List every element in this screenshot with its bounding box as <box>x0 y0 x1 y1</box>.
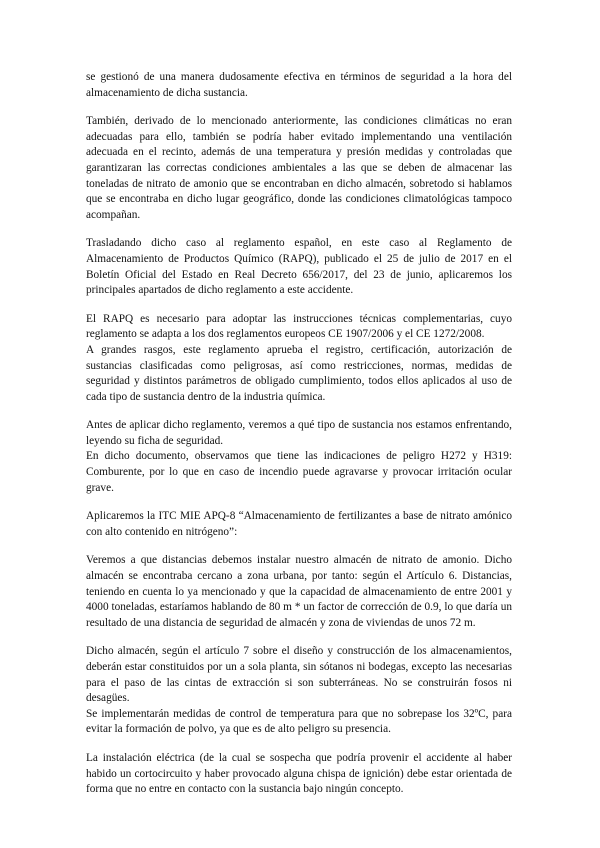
paragraph-storage-management <box>86 70 512 101</box>
paragraph-line: También, derivado de lo mencionado anteriormente, las condiciones climáticas no eran adecuadas para ello, también se podría haber evitado implementando una ventilación adecuada en el recinto, además de una temperatura y presión medidas y controladas que garantizaran las correctas condiciones ambientales a las que se deben de almacenar las toneladas de nitrato de amonio que se encontraban en dicho almacén, sobretodo si hablamos que se encontraba en dicho lugar geográfico, donde las condiciones climatológicas tampoco acompañan. <box>86 115 512 221</box>
paragraph-design-construction <box>86 644 512 738</box>
paragraph-itc-apq8 <box>86 509 512 540</box>
paragraph-line: Veremos a que distancias debemos instalar nuestro almacén de nitrato de amonio. Dicho almacén se encontraba cercano a zona urbana, por tanto: según el Artículo 6. Distancias, teniendo en cuenta lo ya mencionado y que la capacidad de almacenamiento de entre 2001 y 4000 toneladas, estaríamos hablando de 80 m * un factor de corrección de 0.9, lo que daría un resultado de una distancia de seguridad de almacén y zona de viviendas de unos 72 m. <box>86 554 512 629</box>
paragraph-electrical-installation <box>86 751 512 798</box>
paragraph-line: En dicho documento, observamos que tiene las indicaciones de peligro H272 y H319: Comburente, por lo que en caso de incendio puede agravarse y provocar irritación ocular grave. <box>86 450 512 494</box>
paragraph-rapq-purpose <box>86 312 512 406</box>
paragraph-line: se gestionó de una manera dudosamente efectiva en términos de seguridad a la hora del almacenamiento de dicha sustancia. <box>86 71 512 99</box>
paragraph-line: A grandes rasgos, este reglamento aprueba el registro, certificación, autorización de sustancias clasificadas como peligrosas, así como restricciones, normas, medidas de seguridad y distintos parámetros de obligado cumplimiento, todos ellos aplicados al uso de cada tipo de sustancia dentro de la industria química. <box>86 343 512 403</box>
paragraph-line: Trasladando dicho caso al reglamento español, en este caso al Reglamento de Almacenamiento de Productos Químico (RAPQ), publicado el 25 de julio de 2017 en el Boletín Oficial del Estado en Real Decreto 656/2017, del 23 de junio, aplicaremos los principales apartados de dicho reglamento a este accidente. <box>86 237 512 297</box>
paragraph-distances <box>86 553 512 631</box>
paragraph-line: Antes de aplicar dicho reglamento, veremos a qué tipo de sustancia nos estamos enfrentando, leyendo su ficha de seguridad. <box>86 419 512 447</box>
paragraph-rapq-intro <box>86 236 512 298</box>
paragraph-line: El RAPQ es necesario para adoptar las instrucciones técnicas complementarias, cuyo reglamento se adapta a los dos reglamentos europeos CE 1907/2006 y el CE 1272/2008. <box>86 312 512 341</box>
paragraph-line: Dicho almacén, según el artículo 7 sobre el diseño y construcción de los almacenamientos, deberán estar constituidos por un a sola planta, sin sótanos ni bodegas, excepto las necesarias para el paso de las cintas de extracción si son subterráneas. No se construirán fosos ni desagües. <box>86 645 512 705</box>
paragraph-line: Se implementarán medidas de control de temperatura para que no sobrepase los 32ºC, para evitar la formación de polvo, ya que es de alto peligro su presencia. <box>86 707 512 736</box>
paragraph-safety-sheet <box>86 418 512 496</box>
paragraph-climate-conditions <box>86 114 512 223</box>
paragraph-line: Aplicaremos la ITC MIE APQ-8 “Almacenamiento de fertilizantes a base de nitrato amónico con alto contenido en nitrógeno”: <box>86 510 512 538</box>
paragraph-line: La instalación eléctrica (de la cual se sospecha que podría provenir el accidente al haber habido un cortocircuito y haber provocado alguna chispa de ignición) debe estar orientada de forma que no entre en contacto con la sustancia bajo ningún concepto. <box>86 751 512 796</box>
